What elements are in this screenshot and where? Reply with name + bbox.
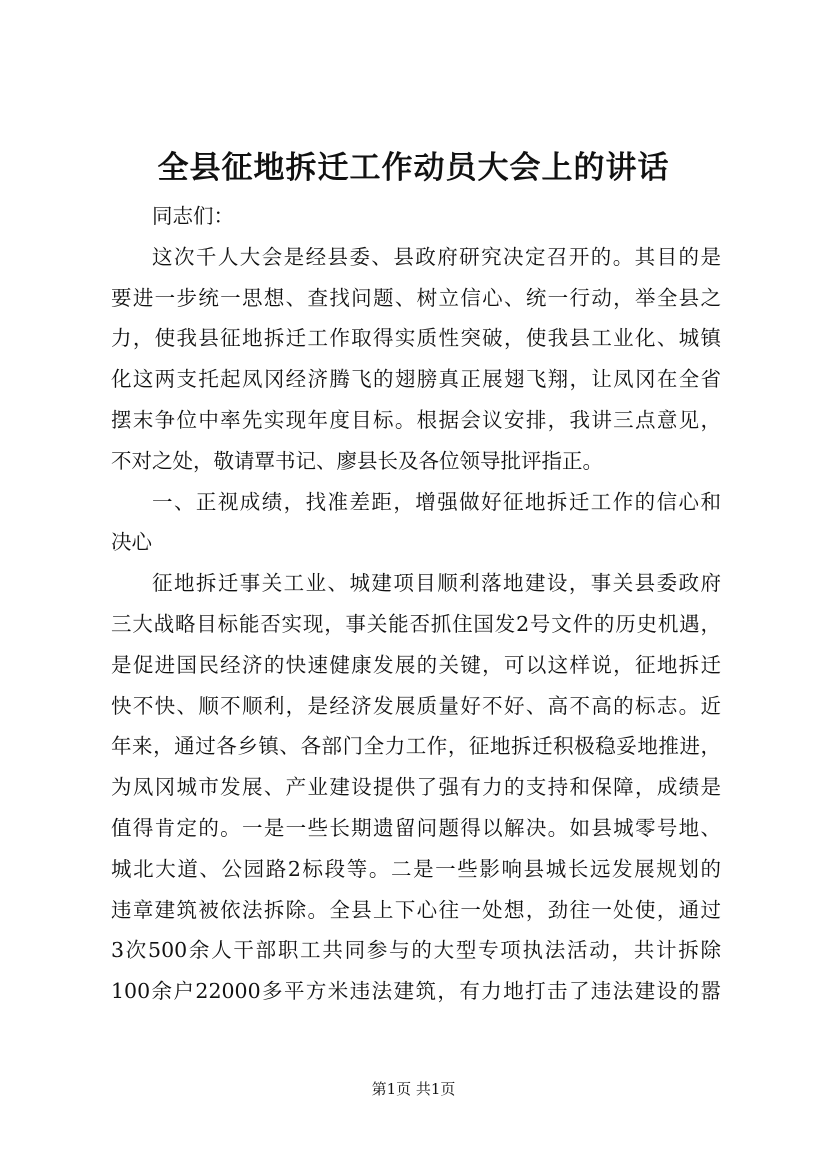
paragraph-line: 为凤冈城市发展、产业建设提供了强有力的支持和保障，成绩是 <box>111 775 721 800</box>
paragraph-line: 摆末争位中率先实现年度目标。根据会议安排，我讲三点意见， <box>111 407 721 432</box>
section-heading-line: 一、正视成绩，找准差距，增强做好征地拆迁工作的信心和 <box>152 489 721 514</box>
section-heading-line: 决心 <box>111 530 152 555</box>
paragraph-line: 值得肯定的。一是一些长期遗留问题得以解决。如县城零号地、 <box>111 815 721 840</box>
paragraph-line: 是促进国民经济的快速健康发展的关键，可以这样说，征地拆迁 <box>111 652 721 677</box>
salutation-line: 同志们： <box>152 204 234 228</box>
paragraph-line: 三大战略目标能否实现，事关能否抓住国发2号文件的历史机遇， <box>111 611 721 636</box>
paragraph-line: 快不快、顺不顺利，是经济发展质量好不好、高不高的标志。近 <box>111 693 721 718</box>
paragraph-line: 要进一步统一思想、查找问题、树立信心、统一行动，举全县之 <box>111 285 721 310</box>
paragraph-line: 征地拆迁事关工业、城建项目顺利落地建设，事关县委政府 <box>152 571 721 596</box>
paragraph-line: 不对之处，敬请覃书记、廖县长及各位领导批评指正。 <box>111 448 603 473</box>
paragraph-line: 化这两支托起凤冈经济腾飞的翅膀真正展翅飞翔，让凤冈在全省 <box>111 367 721 392</box>
paragraph-line: 违章建筑被依法拆除。全县上下心往一处想，劲往一处使，通过 <box>111 897 721 922</box>
page-number-footer: 第1页 共1页 <box>371 1080 456 1098</box>
document-title: 全县征地拆迁工作动员大会上的讲话 <box>157 150 670 186</box>
document-body <box>111 196 721 1012</box>
paragraph-line: 力，使我县征地拆迁工作取得实质性突破，使我县工业化、城镇 <box>111 326 721 351</box>
paragraph-line: 年来，通过各乡镇、各部门全力工作，征地拆迁积极稳妥地推进， <box>111 734 721 759</box>
paragraph-line: 这次千人大会是经县委、县政府研究决定召开的。其目的是 <box>152 244 721 269</box>
paragraph-line: 3次500余人干部职工共同参与的大型专项执法活动，共计拆除 <box>111 938 721 963</box>
paragraph-line: 100余户22000多平方米违法建筑，有力地打击了违法建设的嚣 <box>111 979 721 1004</box>
paragraph-line: 城北大道、公园路2标段等。二是一些影响县城长远发展规划的 <box>111 856 721 881</box>
